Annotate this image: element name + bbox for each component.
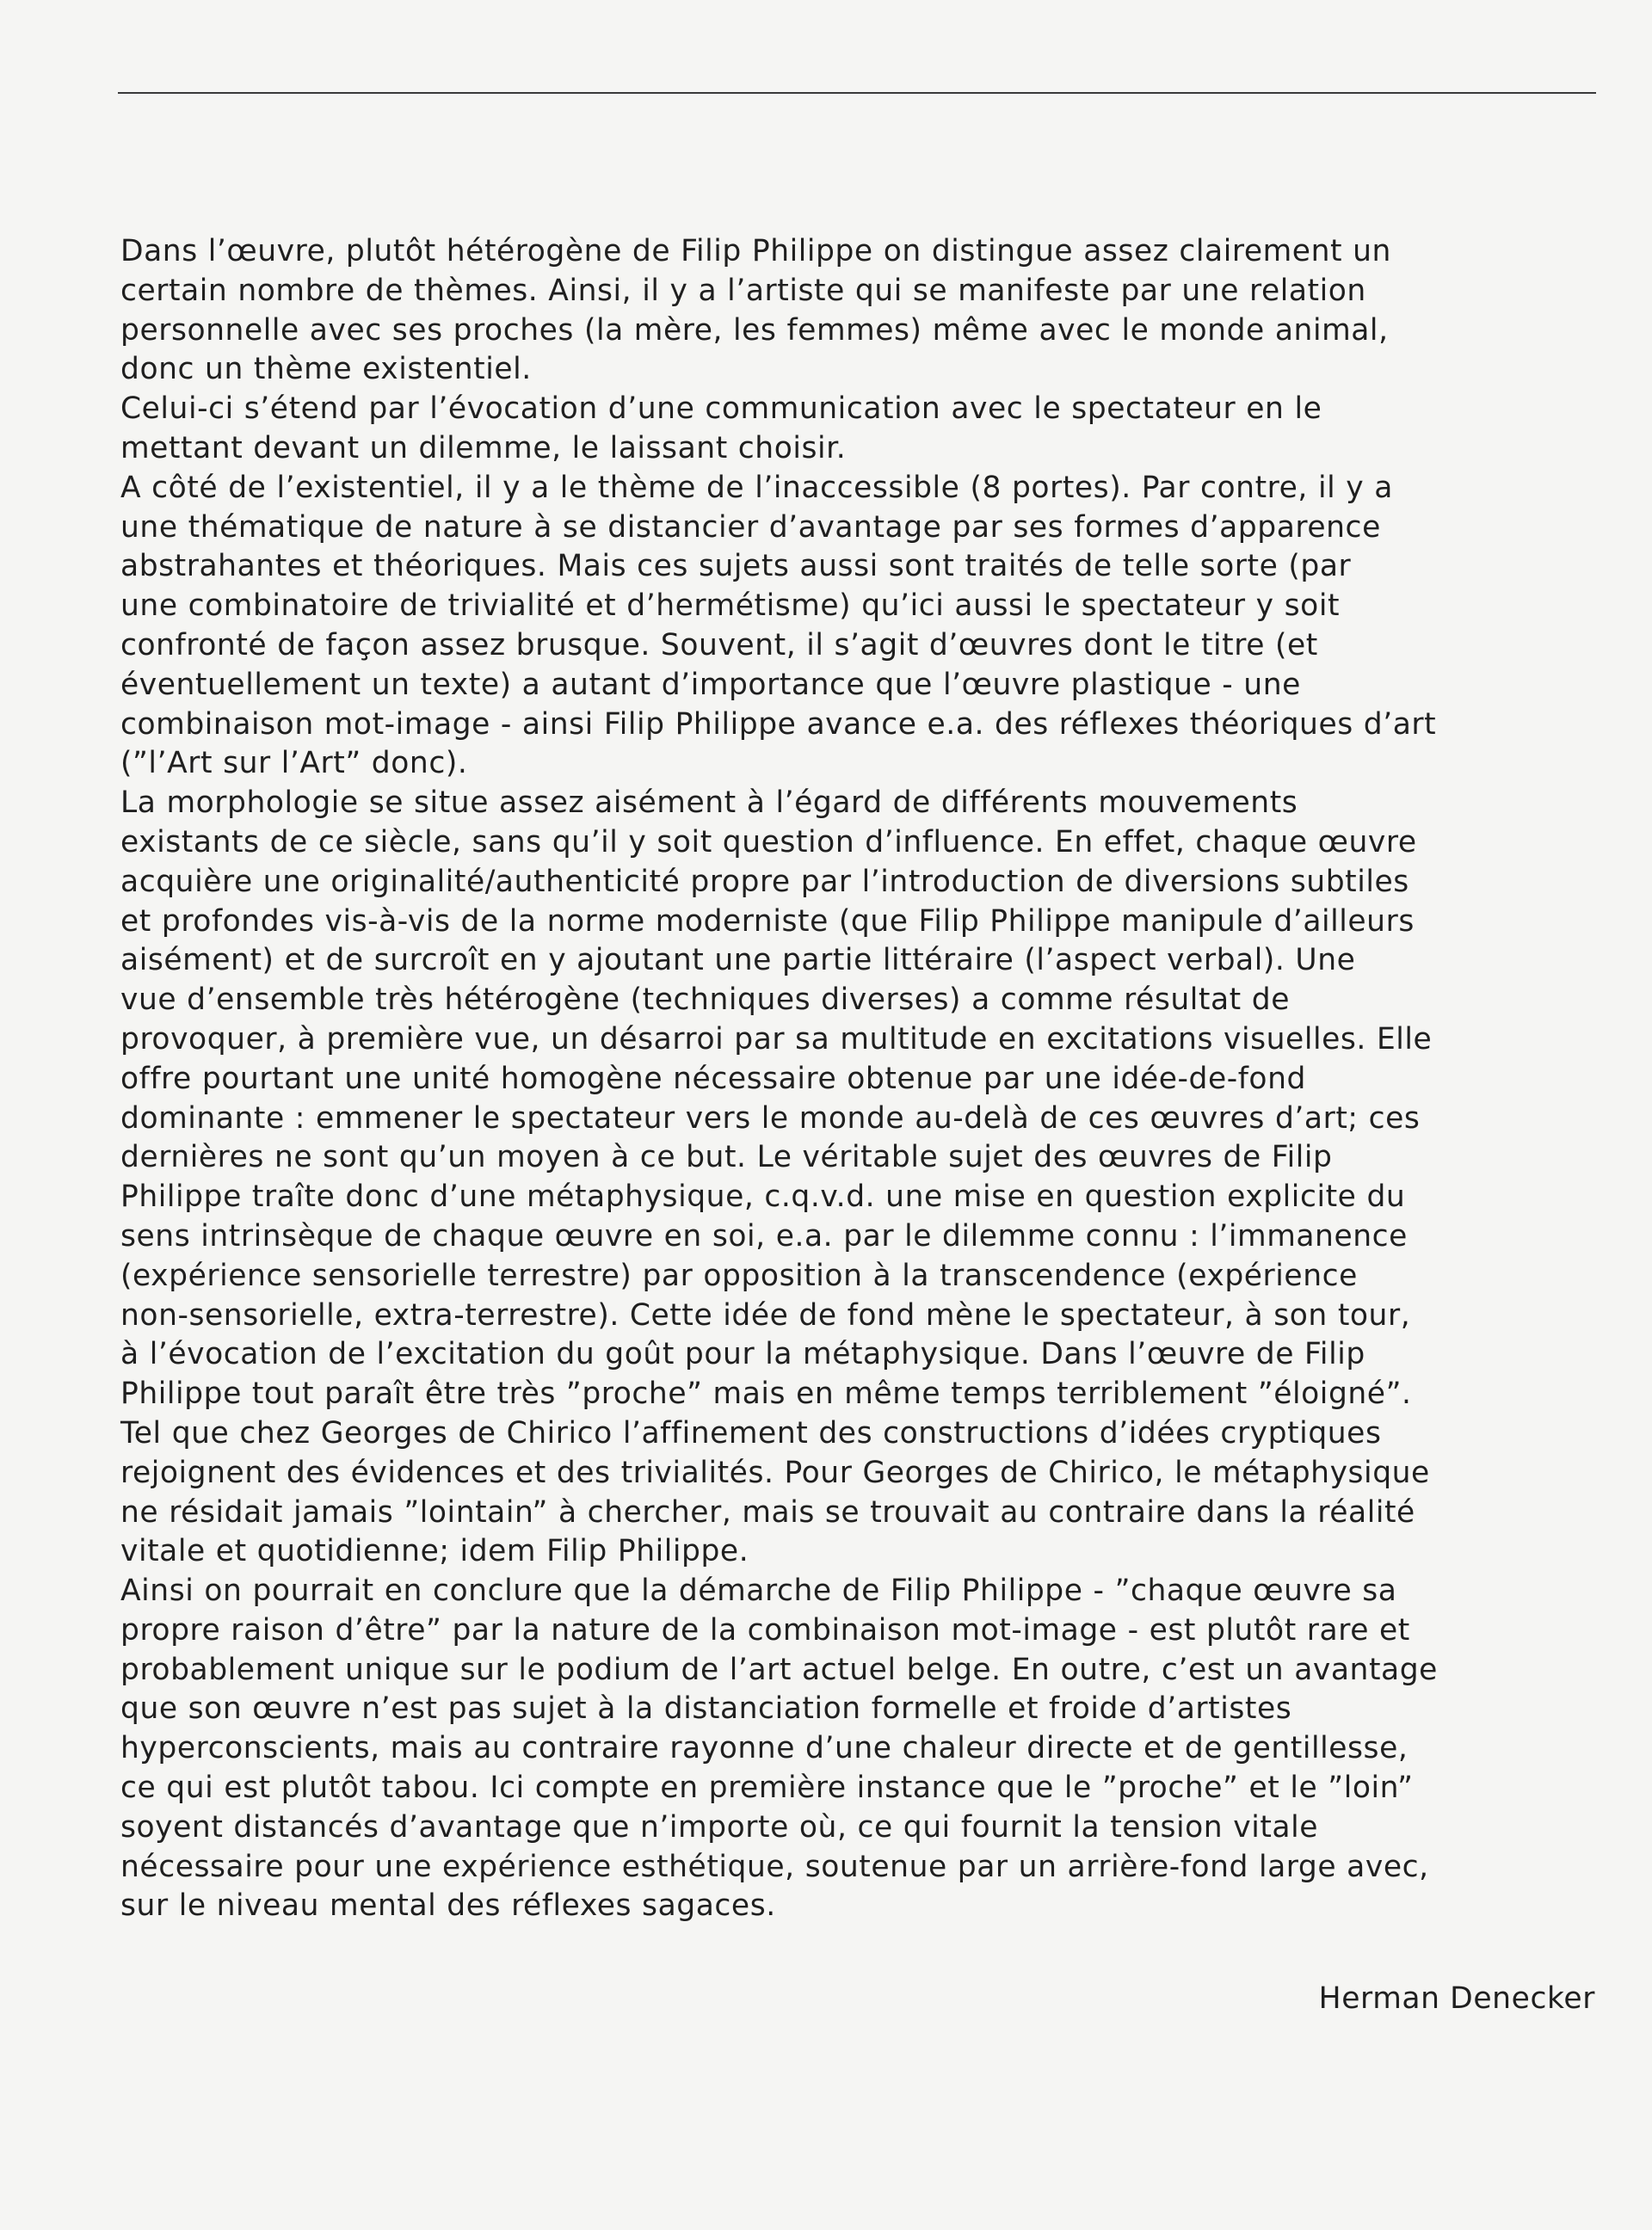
text-line: aisément) et de surcroît en y ajoutant une partie littéraire (l’aspect verbal). Une: [120, 943, 1356, 978]
text-line: Philippe traîte donc d’une métaphysique, c.q.v.d. une mise en question explicite du: [120, 1180, 1406, 1215]
text-line: Celui-ci s’étend par l’évocation d’une communication avec le spectateur en le: [120, 391, 1322, 427]
text-line: dernières ne sont qu’un moyen à ce but. Le véritable sujet des œuvres de Filip: [120, 1140, 1333, 1175]
text-line: sur le niveau mental des réflexes sagaces.: [120, 1888, 776, 1924]
text-line: Dans l’œuvre, plutôt hétérogène de Filip Philippe on distingue assez clairement un: [120, 234, 1391, 268]
text-line: vue d’ensemble très hétérogène (techniques diverses) a comme résultat de: [120, 983, 1290, 1018]
text-line: abstrahantes et théoriques. Mais ces sujets aussi sont traités de telle sorte (par: [120, 549, 1352, 584]
text-line: soyent distancés d’avantage que n’importe où, ce qui fournit la tension vitale: [120, 1809, 1319, 1845]
author-signature: Herman Denecker: [1318, 1981, 1595, 2016]
text-line: une thématique de nature à se distancier d’avantage par ses formes d’apparence: [120, 509, 1381, 545]
text-line: hyperconscients, mais au contraire rayonne d’une chaleur directe et de gentillesse,: [120, 1731, 1409, 1766]
text-line: dominante : emmener le spectateur vers le monde au-delà de ces œuvres d’art; ces: [120, 1100, 1421, 1136]
article-body: [120, 232, 1600, 1926]
text-line: ne résidait jamais ”lointain” à chercher, mais se trouvait au contraire dans la réalité: [120, 1494, 1415, 1530]
text-line: provoquer, à première vue, un désarroi par sa multitude en excitations visuelles. Elle: [120, 1021, 1433, 1056]
text-line: à l’évocation de l’excitation du goût pour la métaphysique. Dans l’œuvre de Filip: [120, 1337, 1365, 1372]
text-line: que son œuvre n’est pas sujet à la distanciation formelle et froide d’artistes: [120, 1691, 1292, 1727]
text-line: existants de ce siècle, sans qu’il y soit question d’influence. En effet, chaque œuvre: [120, 824, 1417, 859]
text-line: rejoignent des évidences et des trivialités. Pour Georges de Chirico, le métaphysique: [120, 1455, 1430, 1490]
text-line: propre raison d’être” par la nature de la combinaison mot-image - est plutôt rare et: [120, 1612, 1410, 1648]
text-line: La morphologie se situe assez aisément à l’égard de différents mouvements: [120, 785, 1298, 821]
text-line: certain nombre de thèmes. Ainsi, il y a l’artiste qui se manifeste par une relation: [120, 273, 1366, 308]
text-line: non-sensorielle, extra-terrestre). Cette idée de fond mène le spectateur, à son tour,: [120, 1297, 1411, 1333]
text-line: personnelle avec ses proches (la mère, les femmes) même avec le monde animal,: [120, 312, 1389, 348]
text-line: (expérience sensorielle terrestre) par opposition à la transcendence (expérience: [120, 1258, 1358, 1293]
text-line: confronté de façon assez brusque. Souvent, il s’agit d’œuvres dont le titre (et: [120, 627, 1318, 662]
text-line: mettant devant un dilemme, le laissant choisir.: [120, 430, 847, 465]
text-line: Ainsi on pourrait en conclure que la démarche de Filip Philippe - ”chaque œuvre sa: [120, 1574, 1397, 1609]
text-line: A côté de l’existentiel, il y a le thème de l’inaccessible (8 portes). Par contre, il y a: [120, 470, 1393, 505]
text-line: ce qui est plutôt tabou. Ici compte en première instance que le ”proche” et le ”loin”: [120, 1771, 1414, 1806]
text-line: une combinatoire de trivialité et d’hermétisme) qu’ici aussi le spectateur y soit: [120, 588, 1341, 624]
text-line: éventuellement un texte) a autant d’importance que l’œuvre plastique - une: [120, 667, 1301, 702]
text-line: et profondes vis-à-vis de la norme moderniste (que Filip Philippe manipule d’ailleurs: [120, 903, 1415, 939]
text-line: sens intrinsèque de chaque œuvre en soi, e.a. par le dilemme connu : l’immanence: [120, 1218, 1408, 1254]
text-line: vitale et quotidienne; idem Filip Philippe.: [120, 1534, 749, 1569]
text-line: Philippe tout paraît être très ”proche” mais en même temps terriblement ”éloigné”.: [120, 1377, 1412, 1412]
top-rule: [118, 92, 1596, 94]
text-line: probablement unique sur le podium de l’art actuel belge. En outre, c’est un avantage: [120, 1652, 1438, 1687]
text-line: Tel que chez Georges de Chirico l’affinement des constructions d’idées cryptiques: [120, 1415, 1382, 1451]
text-line: combinaison mot-image - ainsi Filip Philippe avance e.a. des réflexes théoriques d’art: [120, 706, 1437, 742]
text-line: nécessaire pour une expérience esthétique, soutenue par un arrière-fond large avec,: [120, 1849, 1429, 1884]
text-line: (”l’Art sur l’Art” donc).: [120, 746, 468, 781]
text-line: acquière une originalité/authenticité propre par l’introduction de diversions subtiles: [120, 864, 1409, 899]
text-line: donc un thème existentiel.: [120, 352, 532, 387]
text-line: offre pourtant une unité homogène nécessaire obtenue par une idée-de-fond: [120, 1061, 1306, 1096]
